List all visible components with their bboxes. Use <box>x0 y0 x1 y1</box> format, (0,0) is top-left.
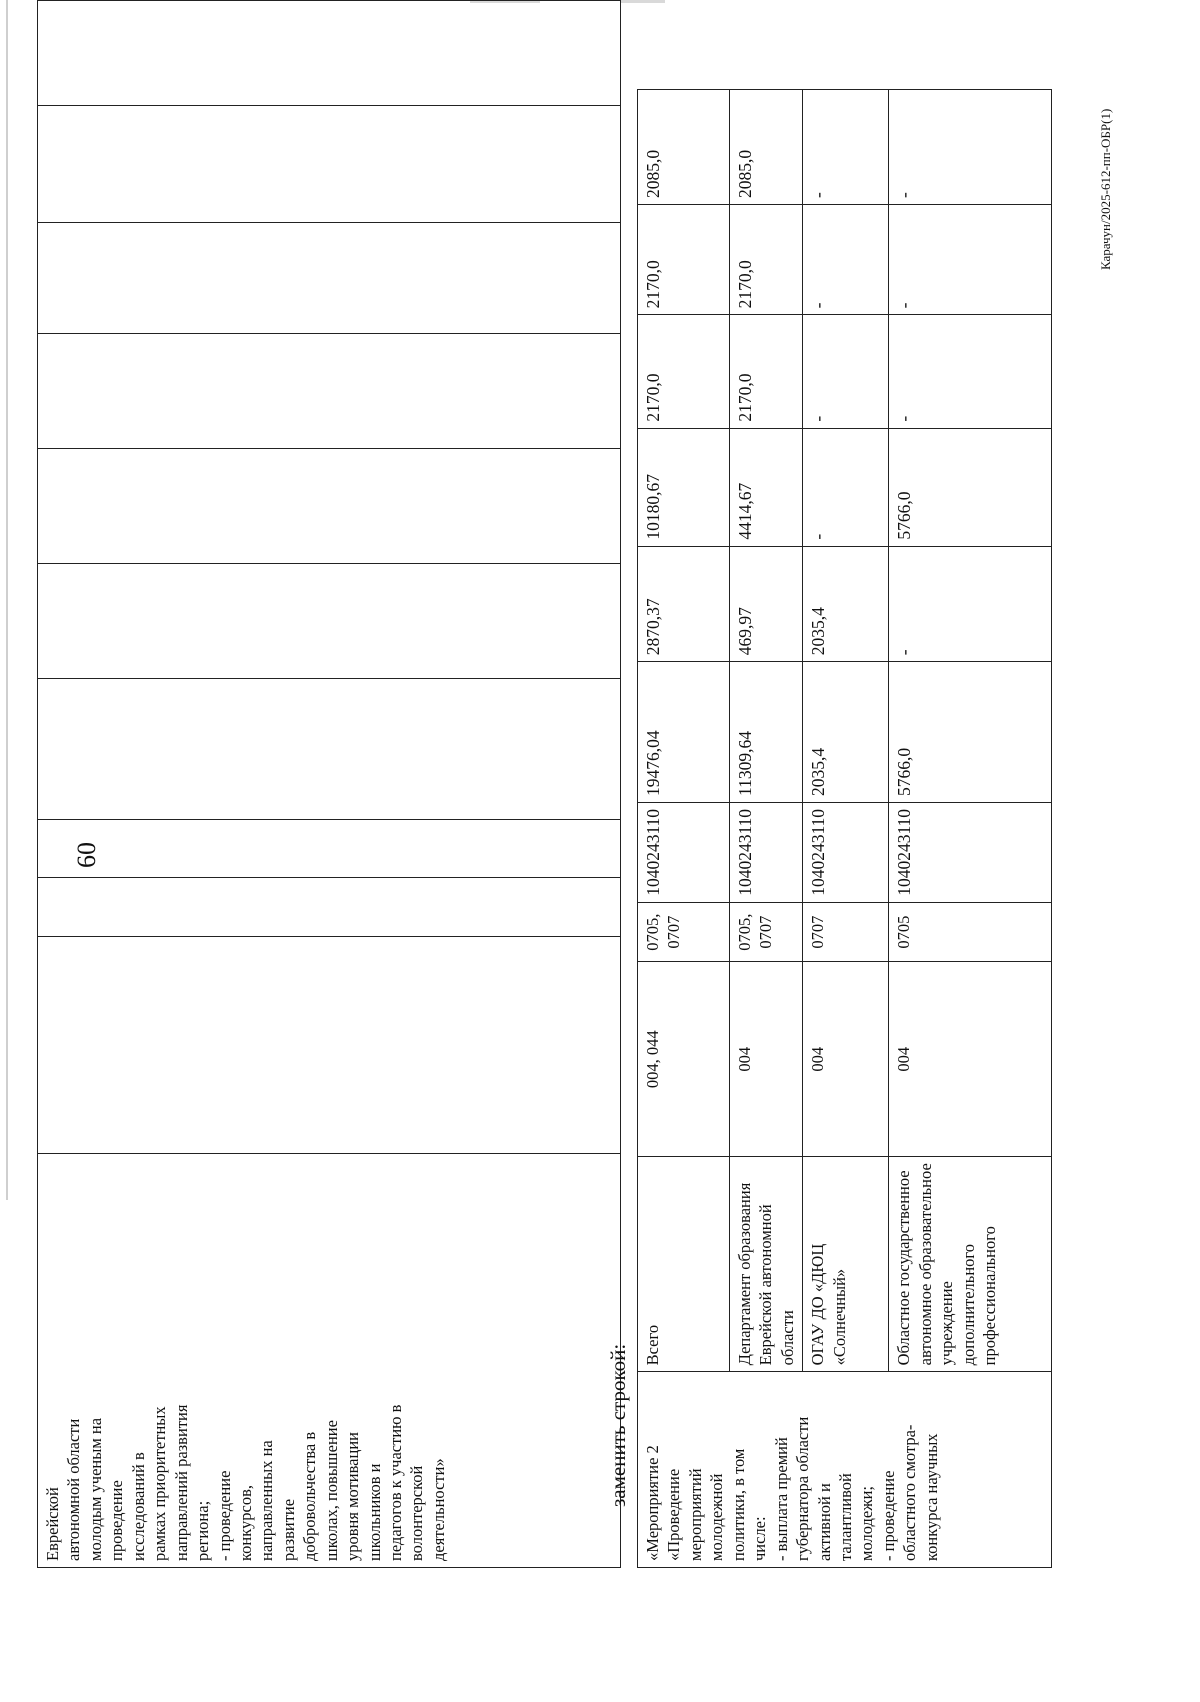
empty-cell <box>38 1 621 106</box>
year-3-cell: - <box>803 315 889 428</box>
total-cell: 11309,64 <box>730 662 803 803</box>
description-line: проведение <box>107 1480 127 1561</box>
description-line: добровольчества в <box>300 1431 320 1561</box>
description-line: школах, повышение <box>321 1420 341 1561</box>
description-line: - выплата премий <box>771 1437 791 1561</box>
description-line: автономной области <box>64 1418 84 1561</box>
empty-cell <box>38 106 621 222</box>
table-row <box>889 1 1052 1568</box>
empty-cell <box>38 563 621 678</box>
description-line: педагогов к участию в <box>386 1404 405 1561</box>
description-line: политики, в том <box>728 1448 748 1561</box>
description-line: числе: <box>750 1516 770 1561</box>
empty-cell <box>38 334 621 449</box>
empty-cell <box>38 878 621 936</box>
description-line: направленных на <box>257 1440 277 1561</box>
document-code: Карачун/2025-612-пп-ОБР(1) <box>1098 108 1113 270</box>
rzpr-cell: 0705, 0707 <box>638 902 730 962</box>
description-line: мероприятий <box>685 1468 705 1561</box>
year-2-cell: 5766,0 <box>889 428 1052 546</box>
year-1-cell: 469,97 <box>730 546 803 662</box>
empty-cell <box>38 678 621 819</box>
description-line: уровня мотивации <box>343 1432 363 1561</box>
csr-cell: 1040243110 <box>889 802 1052 902</box>
grbs-cell: 004 <box>803 962 889 1157</box>
empty-cell <box>38 449 621 564</box>
executor-cell: ОГАУ ДО «ДЮЦ «Солнечный» <box>803 1157 889 1372</box>
table-row <box>38 1 621 1568</box>
total-cell: 19476,04 <box>638 662 730 803</box>
description-line: талантливой <box>835 1473 855 1561</box>
description-line: молодежной <box>707 1473 727 1561</box>
empty-cell <box>38 936 621 1153</box>
description-line: деятельности» <box>428 1458 448 1561</box>
table-row <box>730 1 803 1568</box>
measure-description-cell <box>38 1154 621 1568</box>
csr-cell: 1040243110 <box>638 802 730 902</box>
description-line: школьников и <box>364 1463 384 1561</box>
year-4-cell: - <box>803 204 889 314</box>
csr-cell: 1040243110 <box>803 802 889 902</box>
executor-cell: Областное государственное автономное образовательное учреждение дополнительного профессионального <box>889 1157 1052 1372</box>
grbs-cell: 004 <box>730 962 803 1157</box>
rzpr-cell: 0705 <box>889 902 1052 962</box>
rzpr-cell: 0707 <box>803 902 889 962</box>
description-line: конкурса научных <box>921 1433 941 1561</box>
year-1-cell: - <box>889 546 1052 662</box>
description-line: - проведение <box>878 1470 898 1561</box>
year-4-cell: 2170,0 <box>730 204 803 314</box>
empty-cell <box>38 222 621 333</box>
year-5-cell: - <box>803 90 889 205</box>
year-3-cell: 2170,0 <box>638 315 730 428</box>
page-number: 60 <box>72 842 101 868</box>
year-5-cell: 2085,0 <box>730 90 803 205</box>
year-5-cell: 2085,0 <box>638 90 730 205</box>
empty-cell <box>38 819 621 877</box>
description-line: региона; <box>193 1500 213 1561</box>
year-2-cell: - <box>803 428 889 546</box>
year-4-cell: - <box>889 204 1052 314</box>
table-row <box>638 1 730 1568</box>
measure-description-cell <box>638 1372 1052 1568</box>
year-1-cell: 2035,4 <box>803 546 889 662</box>
description-line: конкурсов, <box>235 1484 255 1561</box>
year-1-cell: 2870,37 <box>638 546 730 662</box>
description-line: - проведение <box>214 1470 234 1561</box>
year-3-cell: - <box>889 315 1052 428</box>
description-line: областного смотра- <box>900 1424 920 1561</box>
replace-instruction: заменить строкой: <box>606 1343 630 1507</box>
year-5-cell: - <box>889 90 1052 205</box>
executor-cell: Всего <box>638 1157 730 1372</box>
description-line: развитие <box>278 1498 298 1561</box>
csr-cell: 1040243110 <box>730 802 803 902</box>
description-line: молодым ученым на <box>85 1417 105 1561</box>
grbs-cell: 004, 044 <box>638 962 730 1157</box>
total-cell: 2035,4 <box>803 662 889 803</box>
description-line: «Проведение <box>664 1468 684 1561</box>
description-line: исследований в <box>128 1452 148 1561</box>
description-line: губернатора области <box>793 1416 813 1561</box>
year-3-cell: 2170,0 <box>730 315 803 428</box>
total-cell: 5766,0 <box>889 662 1052 803</box>
year-2-cell: 4414,67 <box>730 428 803 546</box>
description-line: рамках приоритетных <box>150 1406 170 1561</box>
year-4-cell: 2170,0 <box>638 204 730 314</box>
description-line: «Мероприятие 2 <box>643 1445 662 1561</box>
description-line: направлений развития <box>171 1404 191 1561</box>
description-line: волонтерской <box>407 1465 427 1561</box>
description-line: Еврейской <box>43 1487 62 1561</box>
description-line: активной и <box>814 1483 834 1561</box>
budget-table-continued <box>37 0 621 1568</box>
year-2-cell: 10180,67 <box>638 428 730 546</box>
grbs-cell: 004 <box>889 962 1052 1157</box>
table-row <box>803 1 889 1568</box>
rzpr-cell: 0705, 0707 <box>730 902 803 962</box>
description-line: молодежи; <box>857 1485 877 1561</box>
executor-cell: Департамент образования Еврейской автономной области <box>730 1157 803 1372</box>
budget-table-replacement <box>637 0 1052 1568</box>
